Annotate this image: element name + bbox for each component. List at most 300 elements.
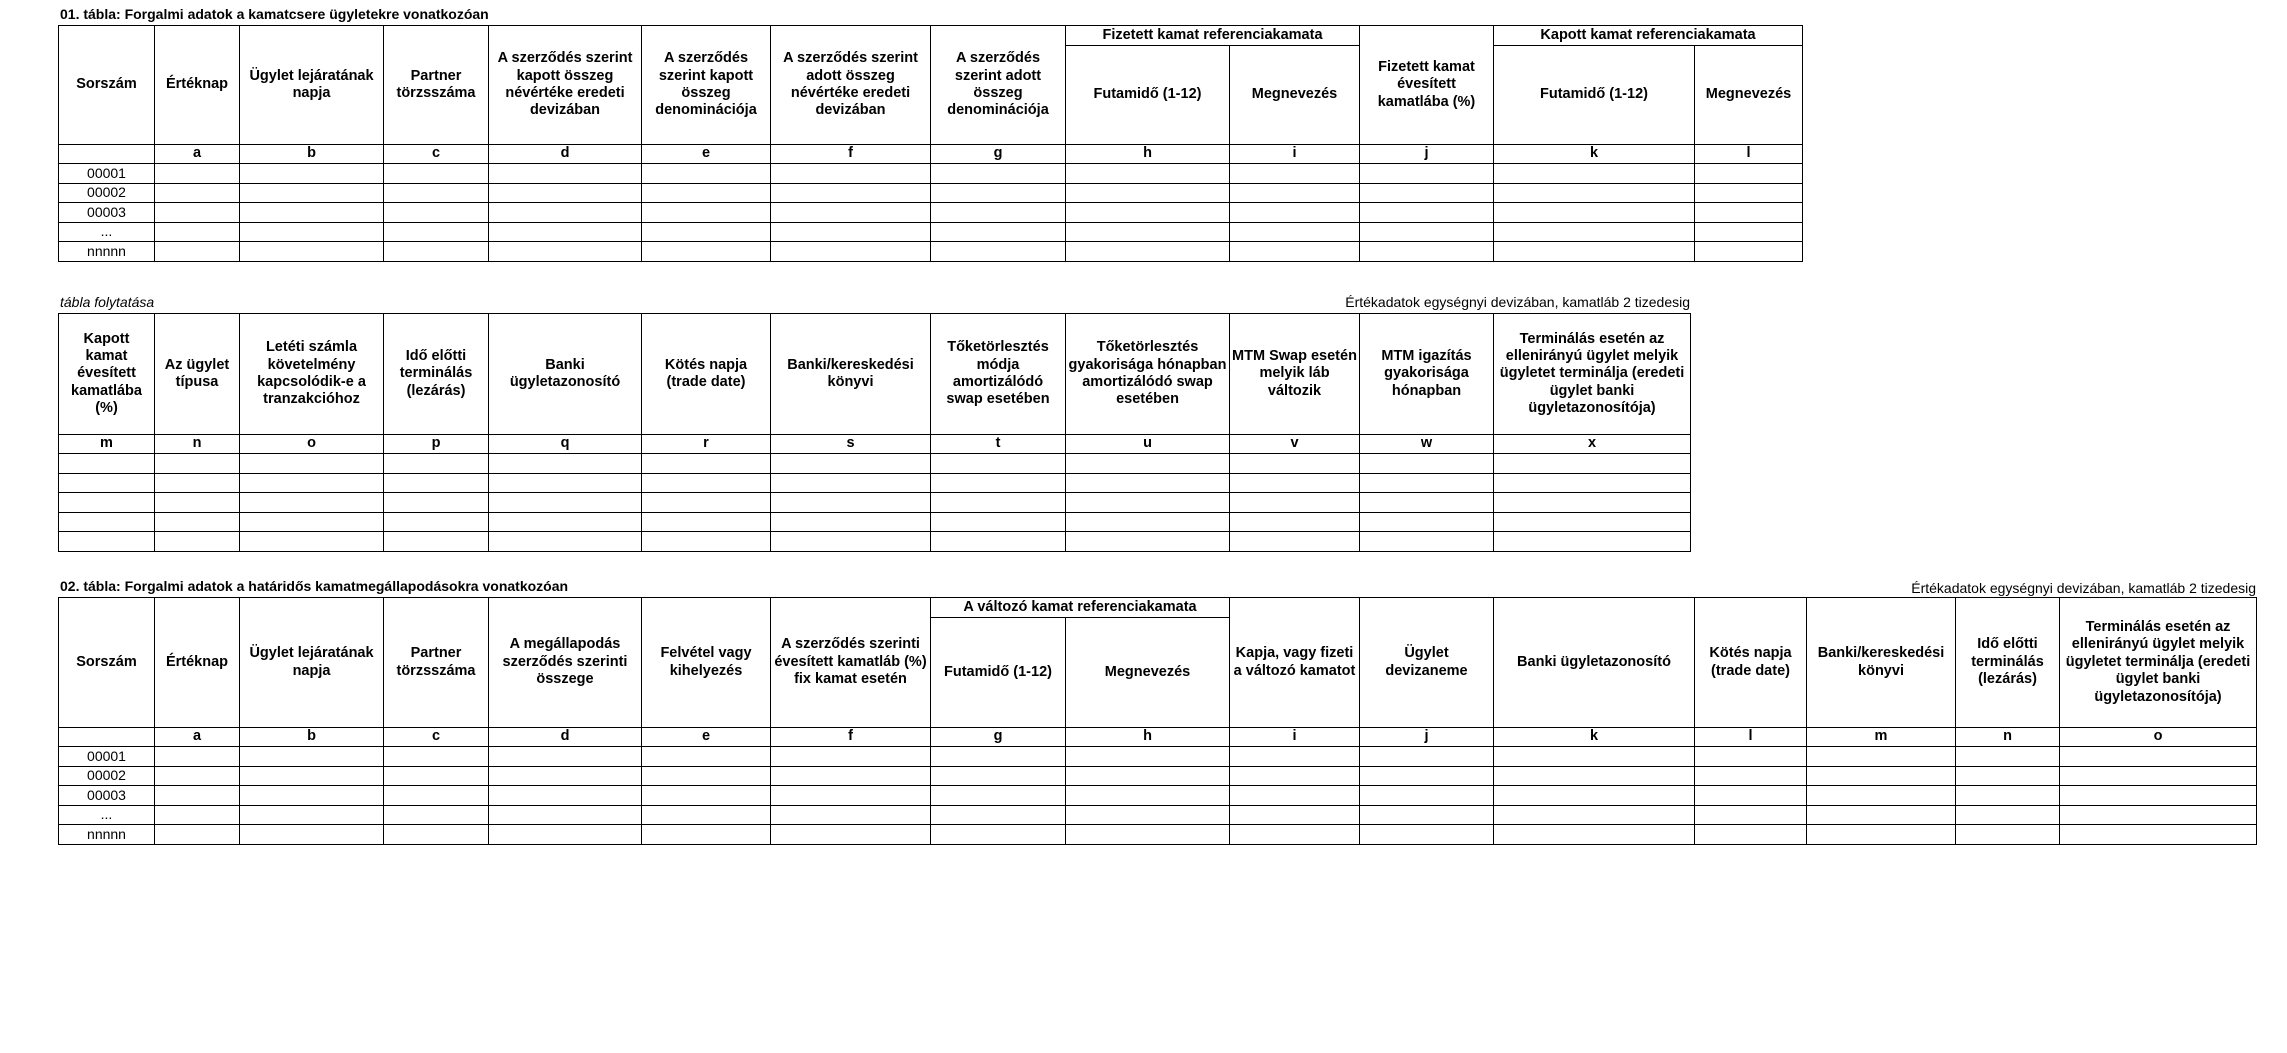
- data-cell[interactable]: [1066, 203, 1230, 223]
- data-cell[interactable]: [1695, 805, 1807, 825]
- t1-h-lejarat: Ügylet lejáratának napja: [240, 26, 384, 145]
- row-number: ...: [59, 805, 155, 825]
- row-number: 00001: [59, 747, 155, 767]
- data-cell[interactable]: [240, 825, 384, 845]
- data-cell[interactable]: [2060, 747, 2257, 767]
- data-cell[interactable]: [155, 512, 240, 532]
- data-cell[interactable]: [771, 183, 931, 203]
- t2-h-terminalas: Idő előtti terminálás (lezárás): [1956, 598, 2060, 728]
- data-cell[interactable]: [1360, 747, 1494, 767]
- table2-caption: 02. tábla: Forgalmi adatok a határidős kamatmegállapodásokra vonatkozóan: [60, 578, 569, 594]
- data-cell[interactable]: [1956, 766, 2060, 786]
- t2-letter: b: [240, 728, 384, 747]
- data-cell[interactable]: [1360, 786, 1494, 806]
- table1: [58, 25, 1803, 262]
- data-cell[interactable]: [384, 766, 489, 786]
- data-cell[interactable]: [489, 766, 642, 786]
- data-cell[interactable]: [931, 222, 1066, 242]
- table-row: [59, 512, 1691, 532]
- data-cell[interactable]: [155, 473, 240, 493]
- row-number: 00001: [59, 164, 155, 184]
- data-cell[interactable]: [1494, 747, 1695, 767]
- data-cell[interactable]: [1695, 183, 1803, 203]
- table-row: [59, 825, 2257, 845]
- data-cell[interactable]: [240, 493, 384, 513]
- t1-h-kapott-denominacio: A szerződés szerint kapott összeg denominációja: [642, 26, 771, 145]
- data-cell[interactable]: [1066, 805, 1230, 825]
- data-cell[interactable]: [1360, 164, 1494, 184]
- data-cell[interactable]: [489, 473, 642, 493]
- data-cell[interactable]: [642, 242, 771, 262]
- data-cell[interactable]: [771, 766, 931, 786]
- data-cell[interactable]: [642, 222, 771, 242]
- t2-group-valtozo: A változó kamat referenciakamata: [931, 598, 1230, 618]
- data-cell[interactable]: [1066, 747, 1230, 767]
- data-cell[interactable]: [1360, 473, 1494, 493]
- data-cell[interactable]: [771, 512, 931, 532]
- t1b-letter: p: [384, 435, 489, 454]
- table-row: [59, 454, 1691, 474]
- data-cell[interactable]: [2060, 766, 2257, 786]
- t1-letter: e: [642, 145, 771, 164]
- data-cell[interactable]: [1494, 454, 1691, 474]
- data-cell[interactable]: [771, 825, 931, 845]
- data-cell[interactable]: [931, 493, 1066, 513]
- t1b-h-ellenirany: Terminálás esetén az ellenirányú ügylet melyik ügyletet terminálja (eredeti ügylet banki ügyletazonosítója): [1494, 314, 1691, 435]
- data-cell[interactable]: [642, 183, 771, 203]
- data-cell[interactable]: [384, 203, 489, 223]
- row-number: ...: [59, 222, 155, 242]
- t2-h-erteknap: Értéknap: [155, 598, 240, 728]
- t2-letter: a: [155, 728, 240, 747]
- data-cell[interactable]: [489, 222, 642, 242]
- t1-group-kapott: Kapott kamat referenciakamata: [1494, 26, 1803, 46]
- data-cell[interactable]: [1360, 222, 1494, 242]
- data-cell[interactable]: [931, 203, 1066, 223]
- table-row: [59, 203, 1803, 223]
- data-cell[interactable]: [489, 532, 642, 552]
- data-cell[interactable]: [931, 164, 1066, 184]
- table-row: [59, 493, 1691, 513]
- data-cell[interactable]: [1956, 825, 2060, 845]
- data-cell[interactable]: [240, 805, 384, 825]
- data-cell[interactable]: [59, 493, 155, 513]
- t1-h-sorszam: Sorszám: [59, 26, 155, 145]
- data-cell[interactable]: [931, 786, 1066, 806]
- data-cell[interactable]: [59, 512, 155, 532]
- table-row: [59, 222, 1803, 242]
- data-cell[interactable]: [642, 805, 771, 825]
- t2-h-osszeg: A megállapodás szerződés szerinti összege: [489, 598, 642, 728]
- data-cell[interactable]: [642, 203, 771, 223]
- t2-letter: f: [771, 728, 931, 747]
- t1-h-partner: Partner törzsszáma: [384, 26, 489, 145]
- data-cell[interactable]: [931, 242, 1066, 262]
- t1b-letter-row: [59, 435, 1691, 454]
- data-cell[interactable]: [1230, 164, 1360, 184]
- data-cell[interactable]: [155, 454, 240, 474]
- table-row: [59, 766, 2257, 786]
- t1b-letter: n: [155, 435, 240, 454]
- data-cell[interactable]: [931, 532, 1066, 552]
- data-cell[interactable]: [771, 786, 931, 806]
- data-cell[interactable]: [240, 454, 384, 474]
- data-cell[interactable]: [1360, 242, 1494, 262]
- table2-note: Értékadatok egységnyi devizában, kamatláb 2 tizedesig: [1911, 580, 2256, 596]
- data-cell[interactable]: [489, 512, 642, 532]
- t1-h-adott-denominacio: A szerződés szerint adott összeg denominációja: [931, 26, 1066, 145]
- data-cell[interactable]: [489, 493, 642, 513]
- data-cell[interactable]: [489, 786, 642, 806]
- data-cell[interactable]: [771, 222, 931, 242]
- t2-h-lejarat: Ügylet lejáratának napja: [240, 598, 384, 728]
- data-cell[interactable]: [771, 203, 931, 223]
- data-cell[interactable]: [1360, 454, 1494, 474]
- t1-letter-blank: [59, 145, 155, 164]
- data-cell[interactable]: [1494, 512, 1691, 532]
- data-cell[interactable]: [155, 786, 240, 806]
- data-cell[interactable]: [642, 473, 771, 493]
- data-cell[interactable]: [1066, 532, 1230, 552]
- data-cell[interactable]: [1066, 493, 1230, 513]
- data-cell[interactable]: [1695, 222, 1803, 242]
- data-cell[interactable]: [240, 532, 384, 552]
- table-row: [59, 473, 1691, 493]
- t2-h-konyv: Banki/kereskedési könyvi: [1807, 598, 1956, 728]
- data-cell[interactable]: [1066, 454, 1230, 474]
- data-cell[interactable]: [1494, 805, 1695, 825]
- data-cell[interactable]: [240, 203, 384, 223]
- t1b-h-toketorlesztes-modja: Tőketörlesztés módja amortizálódó swap esetében: [931, 314, 1066, 435]
- data-cell[interactable]: [642, 493, 771, 513]
- t2-h-kotes-napja: Kötés napja (trade date): [1695, 598, 1807, 728]
- table1b-note: Értékadatok egységnyi devizában, kamatláb 2 tizedesig: [1345, 294, 1690, 310]
- t1b-h-toketorlesztes-gyakorisaga: Tőketörlesztés gyakorisága hónapban amortizálódó swap esetében: [1066, 314, 1230, 435]
- data-cell[interactable]: [384, 473, 489, 493]
- data-cell[interactable]: [1230, 786, 1360, 806]
- t2-letter: i: [1230, 728, 1360, 747]
- data-cell[interactable]: [771, 805, 931, 825]
- t1b-letter: v: [1230, 435, 1360, 454]
- t2-letter: e: [642, 728, 771, 747]
- data-cell[interactable]: [642, 786, 771, 806]
- data-cell[interactable]: [155, 766, 240, 786]
- t2-letter: n: [1956, 728, 2060, 747]
- data-cell[interactable]: [59, 454, 155, 474]
- data-cell[interactable]: [931, 747, 1066, 767]
- t2-h-kapja-fizeti: Kapja, vagy fizeti a változó kamatot: [1230, 598, 1360, 728]
- data-cell[interactable]: [771, 747, 931, 767]
- t1-letter: j: [1360, 145, 1494, 164]
- data-cell[interactable]: [1066, 473, 1230, 493]
- data-cell[interactable]: [384, 164, 489, 184]
- data-cell[interactable]: [771, 242, 931, 262]
- data-cell[interactable]: [2060, 786, 2257, 806]
- table-row: [59, 164, 1803, 184]
- data-cell[interactable]: [384, 532, 489, 552]
- data-cell[interactable]: [1360, 183, 1494, 203]
- data-cell[interactable]: [1360, 512, 1494, 532]
- data-cell[interactable]: [240, 766, 384, 786]
- data-cell[interactable]: [155, 222, 240, 242]
- table1b: [58, 313, 1691, 552]
- data-cell[interactable]: [489, 242, 642, 262]
- row-number: 00002: [59, 183, 155, 203]
- t2-letter: d: [489, 728, 642, 747]
- t2-h-megnevezes: Megnevezés: [1066, 618, 1230, 728]
- t2-letter-row: [59, 728, 2257, 747]
- data-cell[interactable]: [384, 493, 489, 513]
- data-cell[interactable]: [155, 183, 240, 203]
- data-cell[interactable]: [240, 164, 384, 184]
- data-cell[interactable]: [489, 164, 642, 184]
- data-cell[interactable]: [240, 242, 384, 262]
- data-cell[interactable]: [1230, 473, 1360, 493]
- data-cell[interactable]: [931, 454, 1066, 474]
- data-cell[interactable]: [1494, 473, 1691, 493]
- t1b-letter: x: [1494, 435, 1691, 454]
- data-cell[interactable]: [771, 164, 931, 184]
- t1b-letter: t: [931, 435, 1066, 454]
- row-number: nnnnn: [59, 825, 155, 845]
- data-cell[interactable]: [384, 786, 489, 806]
- t1-letter: f: [771, 145, 931, 164]
- data-cell[interactable]: [1066, 786, 1230, 806]
- t1b-h-mtm-lab: MTM Swap esetén melyik láb változik: [1230, 314, 1360, 435]
- data-cell[interactable]: [931, 512, 1066, 532]
- t2-letter: l: [1695, 728, 1807, 747]
- data-cell[interactable]: [1066, 825, 1230, 845]
- table-row: [59, 532, 1691, 552]
- data-cell[interactable]: [642, 747, 771, 767]
- data-cell[interactable]: [489, 805, 642, 825]
- t1-letter: d: [489, 145, 642, 164]
- data-cell[interactable]: [1360, 203, 1494, 223]
- t2-letter: m: [1807, 728, 1956, 747]
- data-cell[interactable]: [642, 512, 771, 532]
- data-cell[interactable]: [1695, 825, 1807, 845]
- t1-h-kapott-nevertek: A szerződés szerint kapott összeg névértéke eredeti devizában: [489, 26, 642, 145]
- data-cell[interactable]: [1494, 825, 1695, 845]
- data-cell[interactable]: [642, 454, 771, 474]
- data-cell[interactable]: [155, 203, 240, 223]
- data-cell[interactable]: [1230, 222, 1360, 242]
- data-cell[interactable]: [1494, 242, 1695, 262]
- data-cell[interactable]: [240, 786, 384, 806]
- data-cell[interactable]: [642, 164, 771, 184]
- t2-letter: j: [1360, 728, 1494, 747]
- t1-letter: l: [1695, 145, 1803, 164]
- t2-letter: g: [931, 728, 1066, 747]
- data-cell[interactable]: [489, 825, 642, 845]
- t1-letter: h: [1066, 145, 1230, 164]
- data-cell[interactable]: [931, 183, 1066, 203]
- data-cell[interactable]: [1230, 493, 1360, 513]
- table2: [58, 597, 2257, 845]
- t2-letter: k: [1494, 728, 1695, 747]
- t2-h-banki-azonosito: Banki ügyletazonosító: [1494, 598, 1695, 728]
- data-cell[interactable]: [489, 203, 642, 223]
- t1-h-adott-nevertek: A szerződés szerint adott összeg névértéke eredeti devizában: [771, 26, 931, 145]
- t1b-letter: s: [771, 435, 931, 454]
- data-cell[interactable]: [642, 532, 771, 552]
- data-cell[interactable]: [1066, 164, 1230, 184]
- t1-letter: a: [155, 145, 240, 164]
- t1b-h-konyv: Banki/kereskedési könyvi: [771, 314, 931, 435]
- data-cell[interactable]: [155, 825, 240, 845]
- data-cell[interactable]: [1360, 532, 1494, 552]
- data-cell[interactable]: [1230, 242, 1360, 262]
- t2-letter: c: [384, 728, 489, 747]
- data-cell[interactable]: [489, 747, 642, 767]
- data-cell[interactable]: [155, 532, 240, 552]
- t1b-h-terminalas: Idő előtti terminálás (lezárás): [384, 314, 489, 435]
- data-cell[interactable]: [1230, 766, 1360, 786]
- data-cell[interactable]: [1230, 203, 1360, 223]
- data-cell[interactable]: [771, 493, 931, 513]
- data-cell[interactable]: [155, 747, 240, 767]
- data-cell[interactable]: [384, 512, 489, 532]
- data-cell[interactable]: [240, 512, 384, 532]
- t2-letter: h: [1066, 728, 1230, 747]
- t1b-letter: w: [1360, 435, 1494, 454]
- data-cell[interactable]: [1494, 183, 1695, 203]
- data-cell[interactable]: [384, 747, 489, 767]
- data-cell[interactable]: [489, 183, 642, 203]
- data-cell[interactable]: [1956, 747, 2060, 767]
- data-cell[interactable]: [1494, 766, 1695, 786]
- data-cell[interactable]: [1360, 825, 1494, 845]
- data-cell[interactable]: [240, 747, 384, 767]
- data-cell[interactable]: [642, 766, 771, 786]
- t1-letter-row: [59, 145, 1803, 164]
- data-cell[interactable]: [155, 242, 240, 262]
- data-cell[interactable]: [1494, 203, 1695, 223]
- data-cell[interactable]: [1695, 766, 1807, 786]
- data-cell[interactable]: [1230, 512, 1360, 532]
- data-cell[interactable]: [384, 825, 489, 845]
- data-cell[interactable]: [384, 242, 489, 262]
- data-cell[interactable]: [1230, 805, 1360, 825]
- t1-letter: i: [1230, 145, 1360, 164]
- t1b-h-mtm-gyakorisag: MTM igazítás gyakorisága hónapban: [1360, 314, 1494, 435]
- t1-h-fizetett-megnevezes: Megnevezés: [1230, 46, 1360, 145]
- data-cell[interactable]: [1494, 164, 1695, 184]
- t1-h-kapott-megnevezes: Megnevezés: [1695, 46, 1803, 145]
- t1b-letter: r: [642, 435, 771, 454]
- data-cell[interactable]: [931, 825, 1066, 845]
- t1-h-kapott-futamido: Futamidő (1-12): [1494, 46, 1695, 145]
- data-cell[interactable]: [1066, 242, 1230, 262]
- data-cell[interactable]: [1230, 825, 1360, 845]
- data-cell[interactable]: [1360, 766, 1494, 786]
- data-cell[interactable]: [1807, 766, 1956, 786]
- data-cell[interactable]: [1956, 786, 2060, 806]
- data-cell[interactable]: [1360, 493, 1494, 513]
- row-number: 00002: [59, 766, 155, 786]
- t2-h-futamido: Futamidő (1-12): [931, 618, 1066, 728]
- data-cell[interactable]: [1695, 164, 1803, 184]
- t1-letter: b: [240, 145, 384, 164]
- data-cell[interactable]: [1695, 786, 1807, 806]
- data-cell[interactable]: [771, 454, 931, 474]
- data-cell[interactable]: [1230, 747, 1360, 767]
- t1b-letter: o: [240, 435, 384, 454]
- t1-h-fizetett-futamido: Futamidő (1-12): [1066, 46, 1230, 145]
- t1b-letter: u: [1066, 435, 1230, 454]
- data-cell[interactable]: [240, 473, 384, 493]
- data-cell[interactable]: [771, 532, 931, 552]
- data-cell[interactable]: [1066, 766, 1230, 786]
- table-row: [59, 805, 2257, 825]
- data-cell[interactable]: [59, 473, 155, 493]
- data-cell[interactable]: [1230, 454, 1360, 474]
- data-cell[interactable]: [2060, 825, 2257, 845]
- table1b-caption: tábla folytatása: [60, 294, 155, 310]
- data-cell[interactable]: [1494, 786, 1695, 806]
- data-cell[interactable]: [384, 454, 489, 474]
- t1-letter: g: [931, 145, 1066, 164]
- data-cell[interactable]: [240, 222, 384, 242]
- data-cell[interactable]: [642, 825, 771, 845]
- data-cell[interactable]: [155, 164, 240, 184]
- t1-letter: k: [1494, 145, 1695, 164]
- table-row: [59, 747, 2257, 767]
- t2-h-felvetel: Felvétel vagy kihelyezés: [642, 598, 771, 728]
- data-cell[interactable]: [1494, 532, 1691, 552]
- data-cell[interactable]: [240, 183, 384, 203]
- data-cell[interactable]: [384, 183, 489, 203]
- data-cell[interactable]: [1066, 222, 1230, 242]
- t1-group-fizetett: Fizetett kamat referenciakamata: [1066, 26, 1360, 46]
- data-cell[interactable]: [1807, 786, 1956, 806]
- data-cell[interactable]: [2060, 805, 2257, 825]
- data-cell[interactable]: [1695, 747, 1807, 767]
- data-cell[interactable]: [771, 473, 931, 493]
- t2-letter: o: [2060, 728, 2257, 747]
- data-cell[interactable]: [1066, 183, 1230, 203]
- t1-letter: c: [384, 145, 489, 164]
- t1b-h-kapott-kamatlab: Kapott kamat évesített kamatlába (%): [59, 314, 155, 435]
- data-cell[interactable]: [1230, 532, 1360, 552]
- data-cell[interactable]: [59, 532, 155, 552]
- data-cell[interactable]: [155, 805, 240, 825]
- data-cell[interactable]: [1695, 242, 1803, 262]
- data-cell[interactable]: [1807, 825, 1956, 845]
- data-cell[interactable]: [1066, 512, 1230, 532]
- data-cell[interactable]: [931, 766, 1066, 786]
- data-cell[interactable]: [1494, 222, 1695, 242]
- data-cell[interactable]: [1807, 805, 1956, 825]
- table-row: [59, 183, 1803, 203]
- data-cell[interactable]: [489, 454, 642, 474]
- data-cell[interactable]: [384, 805, 489, 825]
- t2-letter-blank: [59, 728, 155, 747]
- data-cell[interactable]: [931, 805, 1066, 825]
- table1-caption: 01. tábla: Forgalmi adatok a kamatcsere ügyletekre vonatkozóan: [60, 6, 489, 22]
- row-number: 00003: [59, 203, 155, 223]
- t1b-h-kotes-napja: Kötés napja (trade date): [642, 314, 771, 435]
- data-cell[interactable]: [155, 493, 240, 513]
- data-cell[interactable]: [931, 473, 1066, 493]
- data-cell[interactable]: [1230, 183, 1360, 203]
- data-cell[interactable]: [1494, 493, 1691, 513]
- data-cell[interactable]: [1695, 203, 1803, 223]
- data-cell[interactable]: [1956, 805, 2060, 825]
- data-cell[interactable]: [1360, 805, 1494, 825]
- data-cell[interactable]: [384, 222, 489, 242]
- data-cell[interactable]: [1807, 747, 1956, 767]
